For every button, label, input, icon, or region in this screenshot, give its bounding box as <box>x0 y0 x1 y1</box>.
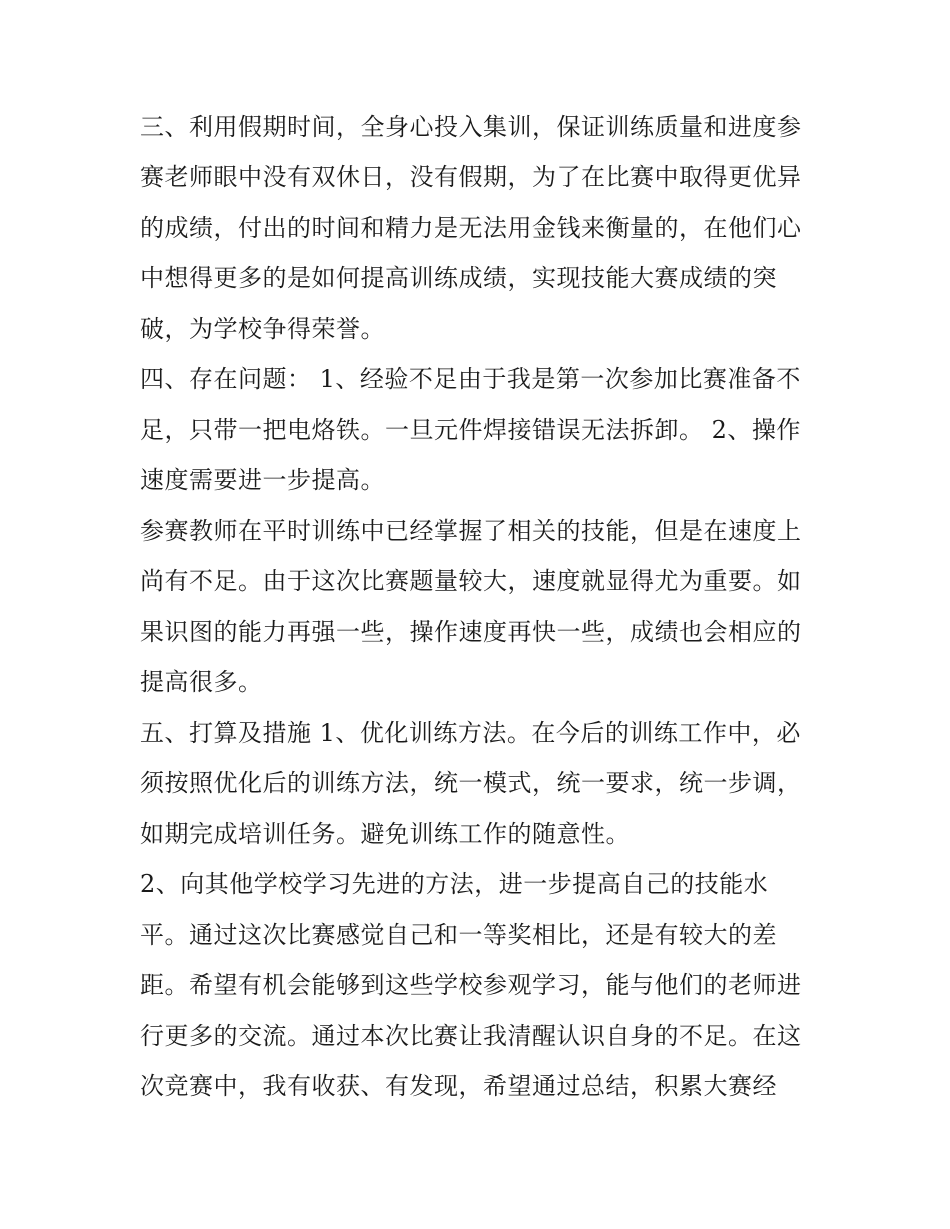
text-line: 速度需要进一步提高。 <box>140 466 385 494</box>
text-line: 距。希望有机会能够到这些学校参观学习，能与他们的老师进 <box>140 971 802 999</box>
text-line: 的成绩，付出的时间和精力是无法用金钱来衡量的，在他们心 <box>140 214 802 242</box>
text-line: 破，为学校争得荣誉。 <box>140 315 385 343</box>
text-line: 提高很多。 <box>140 668 263 696</box>
text-line: 足，只带一把电烙铁。一旦元件焊接错误无法拆卸。 2、操作 <box>140 416 801 444</box>
text-line: 三、利用假期时间，全身心投入集训，保证训练质量和进度参 <box>140 113 802 141</box>
text-line: 如期完成培训任务。避免训练工作的随意性。 <box>140 820 630 848</box>
text-line: 行更多的交流。通过本次比赛让我清醒认识自身的不足。在这 <box>140 1022 802 1050</box>
text-line: 次竞赛中，我有收获、有发现，希望通过总结，积累大赛经 <box>140 1072 777 1100</box>
text-line: 须按照优化后的训练方法，统一模式，统一要求，统一步调， <box>140 769 802 797</box>
text-line: 2、向其他学校学习先进的方法，进一步提高自己的技能水 <box>140 870 769 898</box>
text-line: 平。通过这次比赛感觉自己和一等奖相比，还是有较大的差 <box>140 921 777 949</box>
text-line: 中想得更多的是如何提高训练成绩，实现技能大赛成绩的突 <box>140 264 777 292</box>
text-line: 五、打算及措施 1、优化训练方法。在今后的训练工作中，必 <box>140 719 801 747</box>
text-line: 参赛教师在平时训练中已经掌握了相关的技能，但是在速度上 <box>140 517 802 545</box>
text-line: 赛老师眼中没有双休日，没有假期，为了在比赛中取得更优异 <box>140 163 802 191</box>
text-line: 果识图的能力再强一些，操作速度再快一些，成绩也会相应的 <box>140 618 802 646</box>
text-line: 四、存在问题： 1、经验不足由于我是第一次参加比赛准备不 <box>140 365 801 393</box>
text-line: 尚有不足。由于这次比赛题量较大，速度就显得尤为重要。如 <box>140 567 802 595</box>
